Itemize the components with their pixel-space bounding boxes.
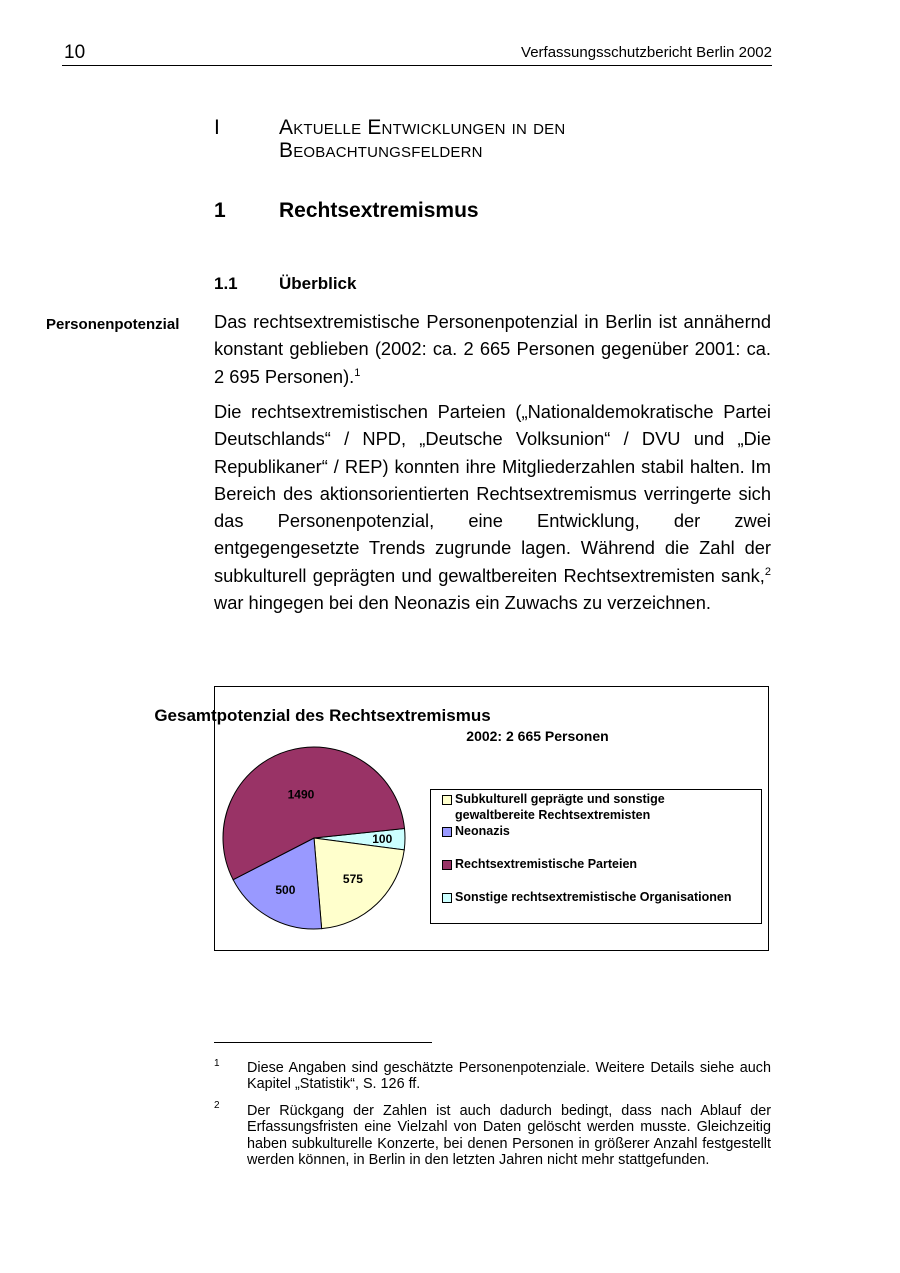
pie-label-subkulturell: 575 [342, 871, 363, 886]
legend-swatch-neonazis [442, 827, 452, 837]
paragraph-text: Das rechtsextremistische Personenpotenzial in Berlin ist annähernd konstant geblieben (2002: ca. 2 665 Personen gegenüber 2001: ca. 2 695 Personen). [214, 311, 771, 387]
subsection-number: 1.1 [214, 274, 238, 293]
margin-note: Personenpotenzial [46, 316, 180, 333]
legend-swatch-parteien [442, 860, 452, 870]
footnote-separator [214, 1042, 432, 1043]
chapter-title: Rechtsextremismus [279, 199, 479, 222]
pie-label-sonstige: 100 [372, 831, 393, 846]
section-title [279, 116, 565, 162]
paragraph [214, 308, 771, 390]
legend-swatch-sonstige [442, 893, 452, 903]
legend-label-neonazis: Neonazis [455, 824, 510, 838]
pie-label-parteien: 1490 [287, 787, 315, 802]
legend-label-sonstige: Sonstige rechtsextremistische Organisationen [455, 890, 732, 904]
legend-label-line2: gewaltbereite Rechtsextremisten [455, 808, 651, 822]
legend-label-subkulturell [455, 791, 755, 823]
paragraph-text-continued: war hingegen bei den Neonazis ein Zuwachs zu verzeichnen. [214, 592, 711, 614]
section-title-line2: Beobachtungsfeldern [279, 139, 483, 162]
chart-subtitle: 2002: 2 665 Personen [466, 728, 609, 744]
chart-title: Gesamtpotenzial des Rechtsextremismus [154, 706, 491, 725]
footnote-reference[interactable]: 2 [764, 565, 771, 578]
section-number: I [214, 116, 220, 139]
paragraph-text: Die rechtsextremistischen Parteien („Nationaldemokratische Partei Deutschlands“ / NPD, „Deutsche Volksunion“ / DVU und „Die Republikaner“ / REP) konnten ihre Mitgliederzahlen stabil halten. Im Bereich des aktionsorientierten Rechtsextremismus verringerte sich das Personenpotenzial, eine Entwicklung, der zwei entgegengesetzte Trends zugrunde lagen. Während die Zahl der subkulturell geprägten und gewaltbereiten Rechtsextremisten sank, [214, 401, 771, 586]
header-rule [62, 65, 772, 66]
footnote-number: 2 [214, 1100, 220, 1111]
footnote-number: 1 [214, 1058, 220, 1069]
footnote-text: Diese Angaben sind geschätzte Personenpotenziale. Weitere Details siehe auch Kapitel „Statistik“, S. 126 ff. [247, 1060, 771, 1093]
pie-chart [214, 686, 434, 951]
legend-swatch-subkulturell [442, 795, 452, 805]
chapter-number: 1 [214, 199, 226, 222]
page-number: 10 [64, 42, 86, 63]
paragraph [214, 398, 771, 616]
subsection-title: Überblick [279, 274, 357, 293]
legend-label-line1: Subkulturell geprägte und sonstige [455, 792, 665, 806]
footnote-text: Der Rückgang der Zahlen ist auch dadurch bedingt, dass nach Ablauf der Erfassungsfristen eine Vielzahl von Daten gelöscht werden musste. Gleichzeitig haben subkulturelle Konzerte, bei denen Personen in größerer Anzahl festgestellt werden können, in Berlin in den letzten Jahren nicht mehr stattgefunden. [247, 1103, 771, 1169]
section-title-line1: Aktuelle Entwicklungen in den [279, 116, 566, 139]
pie-label-neonazis: 500 [275, 882, 296, 897]
footnote-reference[interactable]: 1 [354, 366, 361, 379]
legend-label-parteien: Rechtsextremistische Parteien [455, 857, 638, 871]
running-header: Verfassungsschutzbericht Berlin 2002 [521, 44, 772, 61]
